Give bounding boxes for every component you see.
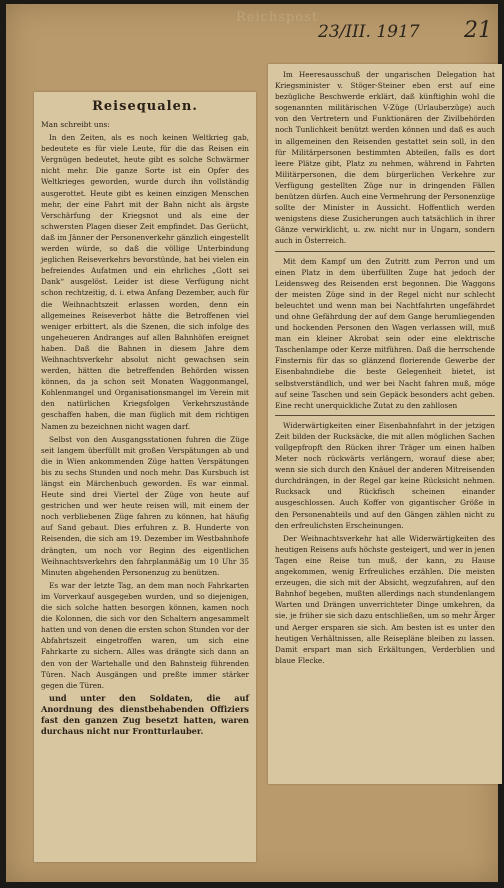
divider <box>275 415 495 416</box>
article-paragraph: Mit dem Kampf um den Zutritt zum Perron und um einen Platz in dem überfüllten Zuge hat jedoch der Leidensweg des Reisenden erst begonnen. Die Waggons der meisten Züge sind in der Regel nicht nur schlecht beleuchtet und wenn man bei Nachtfahrten ungefährdet und ohne Gefährdung der auf dem Gange herumliegenden und hockenden Personen den Wagen verlassen will, muß man ein kleiner Akrobat sein oder eine elektrische Taschenlampe oder Kerze mitführen. Daß die herrschende Finsternis für das so glänzend florierende Gewerbe der Eisenbahndiebe die beste Gelegenheit bietet, ist selbstverständlich, und wer bei Nacht fahren muß, möge auf seine Taschen und sein Gepäck besonders acht geben. Eine recht unerquickliche Zutat zu den zahllosen <box>275 256 495 410</box>
archive-stamp: Reichspost <box>236 10 319 25</box>
article-paragraph: Der Weihnachtsverkehr hat alle Widerwärtigkeiten des heutigen Reisens aufs höchste gesteigert, und wer in jenen Tagen eine Reise tun muß, der kann, zu Hause angekommen, wenig Erfreuliches erzählen. Die meisten erzeugen, die sich mit der Absicht, wegzufahren, auf den Bahnhof begeben, mußten allerdings nach stundenlangem Warten und Drängen unverrichteter Dinge umkehren, da sie, je früher sie sich dazu entschließen, um so mehr Ärger und Aerger ersparen sie sich. Am besten ist es unter den heutigen Verhältnissen, alle Reisepläne bleiben zu lassen. Damit erspart man sich Erkältungen, Verderblien und blaue Flecke. <box>275 533 495 665</box>
divider <box>275 251 495 252</box>
handwritten-page-number: 21 <box>464 18 492 43</box>
article-paragraph: In den Zeiten, als es noch keinen Weltkrieg gab, bedeutete es für viele Leute, für die das Reisen ein Vergnügen bedeutet, heute gibt es solche Schwärmer nicht mehr. Die ganze Sorte ist ein Opfer des Weltkrieges geworden, wurde durch ihn vollständig ausgerottet. Heute gibt es keinen einzigen Menschen mehr, der eine Fahrt mit der Bahn nicht als ärgste Verschärfung der Kriegsnot und als eine der schwersten Plagen dieser Zeit empfindet. Das Gerücht, daß im Jänner der Personenverkehr gänzlich eingestellt werden würde, so daß die völlige Unterbindung jeglichen Reiseverkehrs bevorstünde, hat bei vielen ein befreiendes Aufatmen und ein ehrliches „Gott sei Dank“ ausgelöst. Leider ist diese Verfügung nicht schon rechtzeitig, d. i. etwa Anfang Dezember, auch für die Weihnachtszeit erlassen worden, denn ein allgemeines Reiseverbot hätte die Betroffenen viel weniger erbittert, als die Szenen, die sich infolge des ungeheueren Andranges auf allen Bahnhöfen ereignet haben. Daß die Bahnen in diesem Jahre dem Weihnachtsverkehr absolut nicht gewachsen sein werden, hätten die betreffenden Behörden wissen können, da ja schon seit Monaten Waggonmangel, Kohlenmangel und Organisationsmangel im Verein mit den natürlichen Kriegsfolgen Verkehrszustände geschaffen haben, die man füglich mit dem richtigen Namen zu bezeichnen nicht wagen darf. <box>41 133 249 431</box>
article-headline: Reisequalen. <box>92 99 198 114</box>
article-paragraph: Selbst von den Ausgangsstationen fuhren die Züge seit langem überfüllt mit großen Verspätungen ab und die in Wien ankommenden Züge hatten Verspätungen bis zu sechs Stunden und noch mehr. Das Kursbuch ist längst ein Märchenbuch geworden. Es war einmal. Heute sind drei Viertel der Züge von heute auf gestrichen und wer heute reisen will, mit einem der noch verbliebenen Züge fahren zu können, hat häufig auf Sand gebaut. Dies erfuhren z. B. Hunderte von Reisenden, die sich am 19. Dezember im Westbahnhofe drängten, um noch vor Beginn des eigentlichen Weihnachtsverkehrs den fahrplanmäßig um 10 Uhr 35 Minuten abgehenden Personenzug zu benützen. <box>41 434 249 577</box>
handwritten-date: 23/III. 1917 <box>318 22 420 42</box>
article-salutation: Man schreibt uns: <box>41 120 110 129</box>
newspaper-clipping-right <box>268 64 502 784</box>
article-paragraph: Widerwärtigkeiten einer Eisenbahnfahrt in der jetzigen Zeit bilden der Rucksäcke, die mit allen möglichen Sachen vollgepfropft den Rücken ihrer Träger um einen halben Meter noch rückwärts verlängern, worauf diese aber, wenn sie sich durch den Knäuel der anderen Mitreisenden durchdrängen, in der Regel gar keine Rücksicht nehmen. Rucksack und Rückfisch scheinen einander ausgeschlossen. Auch Koffer von gigantischer Größe in den Personenabteils und auf den Gängen zählen nicht zu den erfreulichsten Erscheinungen. <box>275 420 495 530</box>
newspaper-clipping-left <box>34 92 256 862</box>
archive-page <box>6 4 498 882</box>
article-closing-lines: und unter den Soldaten, die auf Anordnung des dienstbehabenden Offiziers fast den ganzen Zug besetzt hatten, waren durchaus nicht nur Frontturlauber. <box>41 692 249 736</box>
article-paragraph: Im Heeresausschuß der ungarischen Delegation hat Kriegsminister v. Stöger-Steiner eben erst auf eine bezügliche Beschwerde erklärt, daß künftighin wohl die sogenannten militärischen V-Züge (Urlauberzüge) auch von den Vertretern und Funktionären der Zivilbehörden noch Tunlichkeit benützt werden können und daß es auch in allgemeinen den Reisenden gestattet sein soll, in den für Militärpersonen bestimmten Abteilen, falls es dort leere Plätze gibt, Platz zu nehmen, während in Fahrten Militärpersonen, die dem bürgerlichen Verkehre zur Verfügung gestellten Züge nur in dringenden Fällen benützen dürfen. Auch eine Vermehrung der Personenzüge sollte der Minister in Aussicht. Hoffentlich werden wenigstens diese Zusicherungen auch tatsächlich in ihrer Gänze verwirklicht, u. zw. nicht nur in Ungarn, sondern auch in Österreich. <box>275 70 495 246</box>
article-paragraph: Es war der letzte Tag, an dem man noch Fahrkarten im Vorverkauf ausgegeben wurden, und so diejenigen, die sich solche hatten besorgen können, kamen noch die Kolonnen, die sich vor den Schaltern angesammelt hatten und von denen die ersten schon Stunden vor der Abfahrtszeit eingetroffen waren, um sich eine Fahrkarte zu sichern. Alles was drängte sich dann an den von der Wartehalle und den Bahnsteig führenden Türen. Nach Ausgängen und preßte immer stärker gegen die Türen. <box>41 580 249 690</box>
